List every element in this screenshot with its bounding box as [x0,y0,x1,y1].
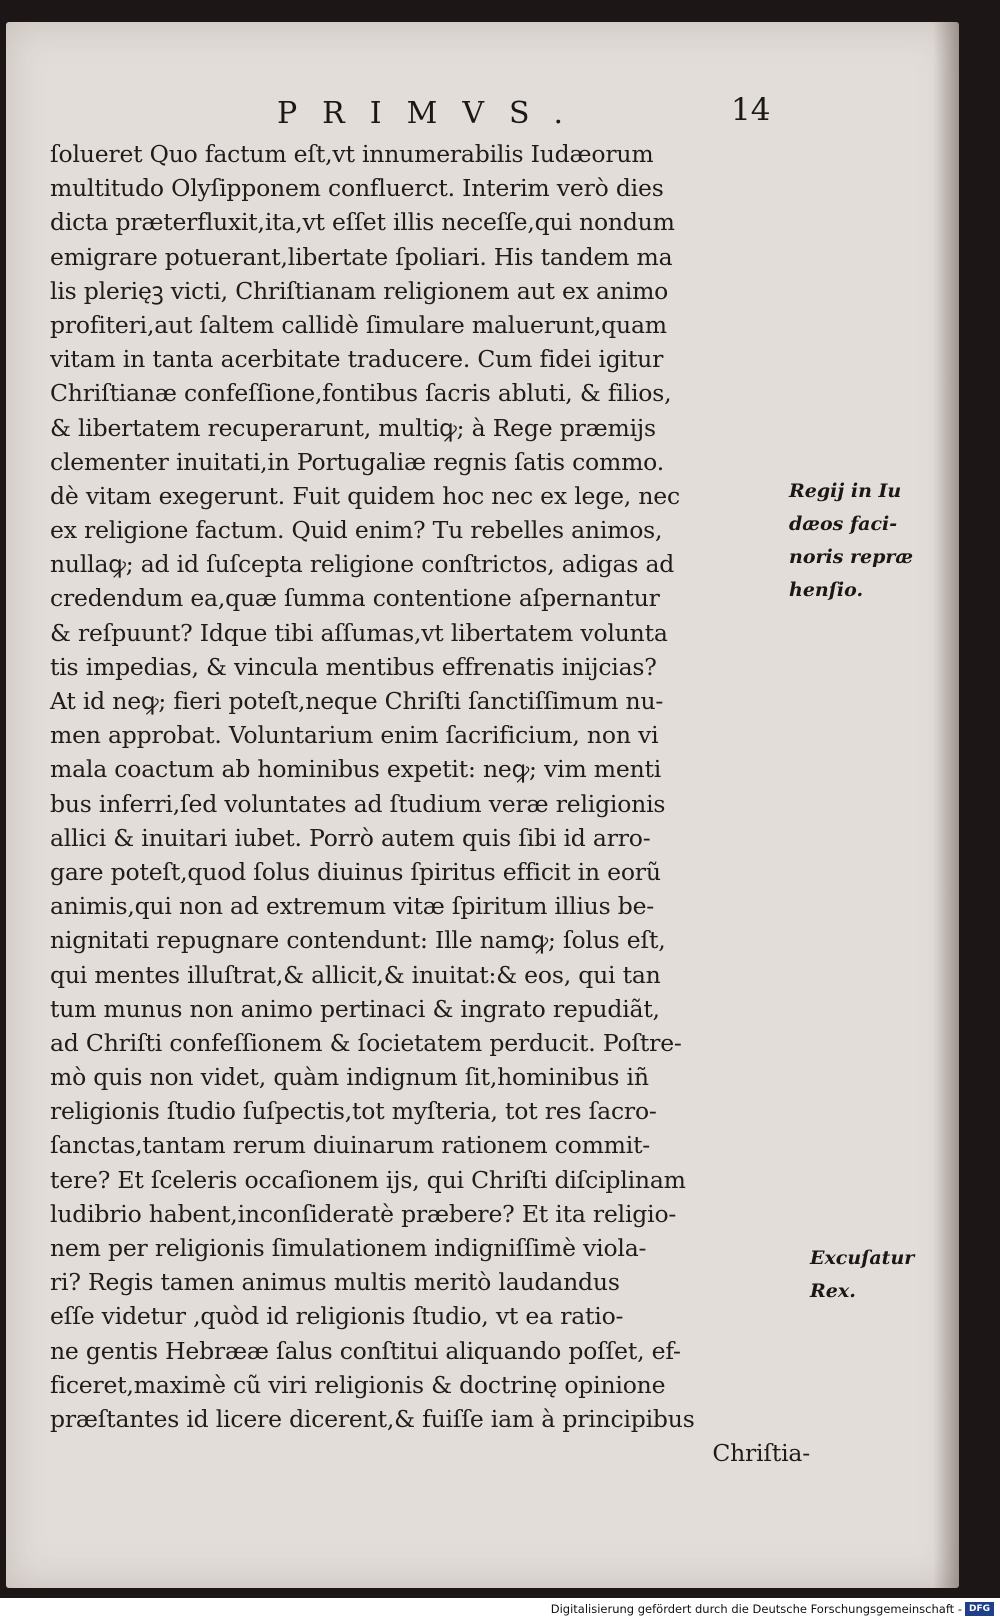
text-line: allici & inuitari iubet. Porrò autem quis ſibi id arro- [50,823,651,852]
text-line: dicta præterfluxit,ita,vt eſſet illis neceſſe,qui nondum [50,208,675,237]
text-line: nullaꝙ; ad id ſuſcepta religione conſtrictos, adigas ad [50,550,675,579]
text-line: clementer inuitati,in Portugaliæ regnis ſatis commo. [50,447,664,476]
text-line: eſſe videtur ,quòd id religionis ſtudio, vt ea ratio- [50,1302,624,1331]
text-line: qui mentes illuſtrat,& allicit,& inuitat:& eos, qui tan [50,960,661,989]
text-line: At id neꝙ; fieri poteſt,neque Chriſti ſanctiſſimum nu- [50,687,664,715]
marginal-note-1 [789,475,913,607]
text-line: emigrare potuerant,libertate ſpoliari. His tandem ma [50,242,673,271]
text-line: credendum ea,quæ ſumma contentione aſpernantur [50,584,660,613]
text-line: ficeret,maximè cũ viri religionis & doctrinę opinione [50,1370,666,1399]
text-line: dè vitam exegerunt. Fuit quidem hoc nec ex lege, nec [50,481,680,510]
text-line: ne gentis Hebrææ ſalus conſtitui aliquando poſſet, ef- [50,1336,681,1365]
text-line: lis plerięꝫ victi, Chriſtianam religionem aut ex animo [50,276,669,305]
digitization-footer [0,1598,1000,1621]
footer-credit: Digitalisierung gefördert durch die Deutsche Forschungsgemeinschaft - [550,1602,962,1616]
text-line: gare poteſt,quod ſolus diuinus ſpiritus efficit in eorũ [50,857,661,886]
text-line: profiteri,aut ſaltem callidè ſimulare maluerunt,quam [50,310,667,339]
text-line: animis,qui non ad extremum vitæ ſpiritum illius be- [50,892,655,921]
text-line: mò quis non videt, quàm indignum ſit,hominibus iñ [50,1063,649,1092]
marginal-note-line: noris repræ [789,546,914,568]
body-text [50,137,810,1470]
text-line: ex religione factum. Quid enim? Tu rebelles animos, [50,516,663,545]
text-line: & libertatem recuperarunt, multiꝙ; à Rege præmijs [50,413,656,442]
marginal-note-line: Regij in Iu [789,480,902,502]
text-line: bus inferri,ſed voluntates ad ſtudium veræ religionis [50,789,666,818]
text-line: Chriſtianæ confeſſione,fontibus ſacris abluti, & filios, [50,379,672,408]
text-line: præſtantes id licere dicerent,& fuiſſe iam à principibus [50,1404,695,1433]
text-line: nignitati repugnare contendunt: Ille namꝙ; ſolus eſt, [50,926,666,955]
text-line: religionis ſtudio ſuſpectis,tot myſteria, tot res ſacro- [50,1097,657,1126]
dfg-logo: DFG [965,1602,994,1616]
running-head-title: PRIMVS. [277,96,589,131]
text-line: mala coactum ab hominibus expetit: neꝙ; vim menti [50,755,662,784]
text-line: multitudo Olyſipponem confluerct. Interim verò dies [50,174,664,203]
book-page [6,22,959,1588]
text-line: ludibrio habent,inconſideratè præbere? Et ita religio- [50,1199,677,1228]
text-line: tis impedias, & vincula mentibus effrenatis inijcias? [50,652,657,681]
text-line: Chriſtia- [712,1439,810,1468]
marginal-note-2 [810,1242,914,1308]
text-line: nem per religionis ſimulationem indigniſſimè viola- [50,1234,647,1262]
marginal-note-line: Rex. [810,1280,856,1302]
page-edge-shadow [933,22,959,1588]
marginal-note-line: Excuſatur [810,1247,915,1269]
text-line: vitam in tanta acerbitate traducere. Cum fidei igitur [50,345,664,374]
text-line: tere? Et ſceleris occaſionem ijs, qui Chriſti diſciplinam [50,1165,686,1194]
page-number: 14 [731,92,771,128]
marginal-note-line: henſio. [789,579,864,601]
text-line: ri? Regis tamen animus multis meritò laudandus [50,1268,620,1297]
text-line: ad Chriſti confeſſionem & ſocietatem perducit. Poſtre- [50,1028,682,1057]
marginal-note-line: dæos faci- [789,513,898,535]
text-line: ſolueret Quo factum eſt,vt innumerabilis Iudæorum [50,140,654,168]
text-line: & reſpuunt? Idque tibi aſſumas,vt libertatem volunta [50,618,668,647]
text-line: men approbat. Voluntarium enim ſacrificium, non vi [50,721,659,750]
text-line: ſanctas,tantam rerum diuinarum rationem commit- [50,1131,651,1160]
text-line: tum munus non animo pertinaci & ingrato repudiãt, [50,994,660,1023]
